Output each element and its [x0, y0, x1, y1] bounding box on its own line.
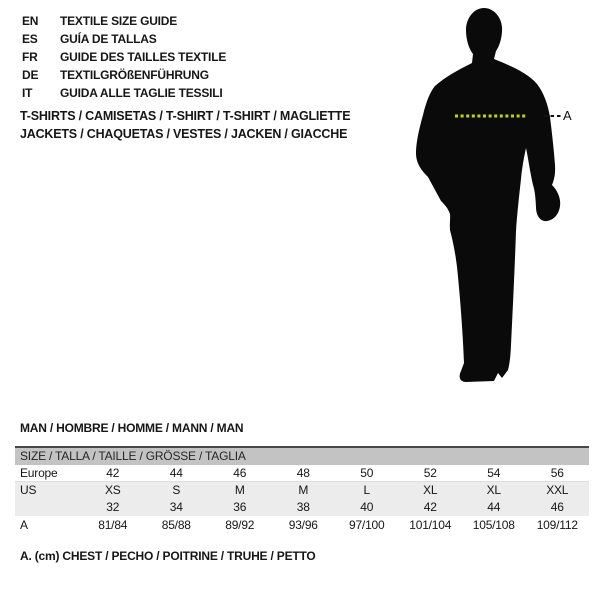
row-label: US [20, 483, 37, 497]
size-value: 56 [550, 466, 564, 480]
lang-row-it [22, 84, 226, 102]
size-value: 36 [233, 500, 247, 514]
size-table [15, 446, 589, 534]
size-value: 105/108 [472, 518, 515, 532]
row-label: A [20, 518, 28, 532]
table-row-chest-a [15, 516, 589, 534]
size-value: 81/84 [98, 518, 128, 532]
size-value: XS [104, 483, 121, 497]
size-value: L [363, 483, 370, 497]
lang-code: ES [22, 32, 38, 46]
size-value: 54 [487, 466, 501, 480]
size-value: 44 [169, 466, 183, 480]
lang-row-es [22, 30, 226, 48]
lang-code: IT [22, 86, 33, 100]
size-value: 48 [296, 466, 310, 480]
size-value: XL [423, 483, 438, 497]
size-value: 85/88 [161, 518, 191, 532]
row-label [15, 499, 81, 516]
measure-footnote: A. (cm) CHEST / PECHO / POITRINE / TRUHE / PETTO [20, 549, 316, 563]
man-silhouette [416, 8, 560, 382]
lang-title: GUÍA DE TALLAS [60, 32, 157, 46]
size-value: 89/92 [225, 518, 255, 532]
language-title-list [22, 12, 226, 102]
size-value: 93/96 [288, 518, 318, 532]
size-value: 42 [423, 500, 437, 514]
size-value: S [172, 483, 181, 497]
category-jackets: JACKETS / CHAQUETAS / VESTES / JACKEN / GIACCHE [20, 127, 348, 141]
size-value: XL [486, 483, 501, 497]
size-value: 44 [487, 500, 501, 514]
table-row-us [15, 482, 589, 499]
size-value: M [298, 483, 309, 497]
size-value: 46 [550, 500, 564, 514]
size-value: 34 [169, 500, 183, 514]
measure-label-a: A [563, 108, 572, 123]
lang-title: TEXTILGRÖßENFÜHRUNG [60, 68, 209, 82]
size-value: 52 [423, 466, 437, 480]
size-value: 38 [296, 500, 310, 514]
lang-title: GUIDA ALLE TAGLIE TESSILI [60, 86, 223, 100]
size-value: XXL [546, 483, 569, 497]
size-value: 50 [360, 466, 374, 480]
section-title: MAN / HOMBRE / HOMME / MANN / MAN [20, 421, 244, 435]
lang-row-de [22, 66, 226, 84]
size-value: 97/100 [348, 518, 385, 532]
size-value: 109/112 [536, 518, 578, 532]
lang-row-en [22, 12, 226, 30]
lang-code: EN [22, 14, 39, 28]
measurement-figure [408, 5, 570, 390]
size-value: 32 [106, 500, 120, 514]
man-silhouette-svg [408, 5, 570, 390]
table-row-numeric [15, 499, 589, 516]
size-table-header: SIZE / TALLA / TAILLE / GRÖSSE / TAGLIA [15, 448, 589, 465]
row-label: Europe [20, 466, 58, 480]
lang-code: DE [22, 68, 39, 82]
lang-title: GUIDE DES TAILLES TEXTILE [60, 50, 227, 64]
table-row-europe [15, 465, 589, 482]
lang-code: FR [22, 50, 38, 64]
size-value: 40 [360, 500, 374, 514]
size-value: 42 [106, 466, 120, 480]
size-value: M [234, 483, 245, 497]
garment-categories [20, 107, 350, 143]
size-value: 101/104 [409, 518, 452, 532]
size-value: 46 [233, 466, 247, 480]
category-tshirts: T-SHIRTS / CAMISETAS / T-SHIRT / T-SHIRT / MAGLIETTE [20, 109, 351, 123]
lang-row-fr [22, 48, 226, 66]
lang-title: TEXTILE SIZE GUIDE [60, 14, 178, 28]
